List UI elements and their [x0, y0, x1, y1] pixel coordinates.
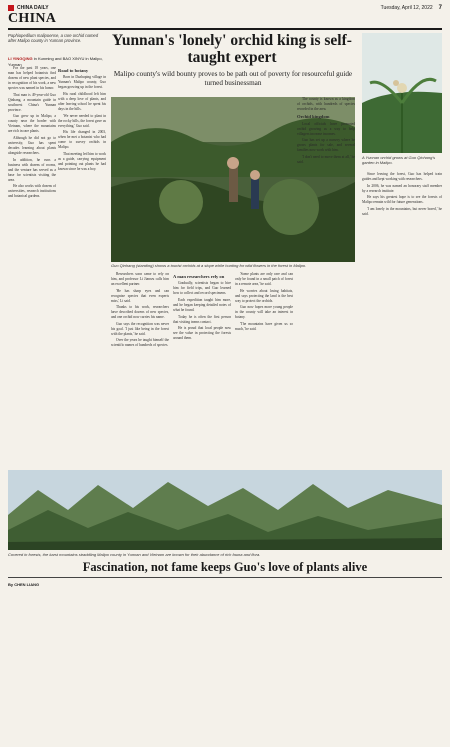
paragraph: 'The mountains have given us so much,' he said. [235, 321, 293, 331]
subhead-man-researchers: A man researchers rely on [173, 274, 225, 279]
paragraph: In 2006, he was named an honorary staff member by a research institute. [362, 183, 442, 193]
paper-name: CHINA DAILY [17, 4, 49, 11]
bottom-byline: By CHEN LIANG [8, 582, 40, 587]
paragraph: Local officials have promoted orchid growing as a way to help villagers increase incomes. [297, 121, 355, 136]
paragraph: Today he is often the first person that visiting teams contact. [173, 314, 231, 324]
article-column-4 [173, 272, 231, 467]
paragraph: Researchers soon came to rely on him, and professor Li Jianwu calls him an excellent partner. [111, 272, 169, 287]
paragraph: He also works with dozens of universities, research institutions and botanical gardens. [8, 184, 56, 199]
paragraph: He says his greatest hope is to see the forests of Malipo remain wild for future generations. [362, 195, 442, 205]
paragraph: Thanks to his work, researchers have described dozens of new species, and one orchid now carries his name. [111, 305, 169, 320]
mid-photo-caption: Guo Qinhang (standing) shows a tourist orchids at a slope while hunting for wild flowers in the forest in Malipo. [111, 263, 307, 268]
top-subhead: Malipo county's wild bounty proves to be path out of poverty for resourceful guide turned businessman [113, 70, 353, 87]
orchid-garden-photo [362, 33, 442, 153]
section-rule [8, 28, 442, 30]
article-column-5 [235, 272, 293, 467]
paragraph: Gradually, scientists began to hire him for field trips, and Guo learned how to collect and record specimens. [173, 281, 231, 296]
paragraph: 'I am lonely in the mountains, but never bored,' he said. [362, 206, 442, 216]
paragraph: The county is known as a kingdom of orchids, with hundreds of species recorded in the area. [297, 97, 355, 112]
masthead-bar [8, 3, 442, 12]
paragraph: His rural childhood left him with a deep love of plants, and after leaving school he spent his days in the hills. [58, 92, 106, 112]
article-column-2 [58, 66, 106, 466]
paragraph: Guo grew up in Malipo, a county near the border with Vietnam, where the mountains are rich in rare plants. [8, 114, 56, 134]
byline-name: LI YINGQING [8, 56, 33, 61]
section-title: CHINA [8, 11, 57, 26]
paragraph: For the past 18 years, one man has helped botanists find dozens of new plant species, and in recognition of his work, a new species was named in his honor. [8, 66, 56, 91]
paragraph: Guo has set up a nursery where he grows plants for sale, and several families now work with him. [297, 138, 355, 153]
paragraph: He is proud that local people now see the value in protecting the forests around them. [173, 326, 231, 341]
right-photo-caption: A Yunnan orchid grows at Guo Qinhang's garden in Malipo. [362, 155, 436, 166]
top-headline[interactable]: Yunnan's 'lonely' orchid king is self-taught expert [112, 32, 352, 67]
paragraph: Each expedition taught him more, and he began keeping detailed notes of what he found. [173, 298, 231, 313]
panorama-caption: Covered in forests, the karst mountains straddling Malipo county in Yunnan and Vietnam are known for their abundance of rich fauna and flora. [8, 552, 261, 557]
article-column-7 [362, 172, 442, 467]
bottom-headline[interactable]: Fascination, not fame keeps Guo's love of plants alive [82, 560, 368, 574]
paragraph: That man is 49-year-old Guo Qinhang, a mountain guide in southwest China's Yunnan province. [8, 92, 56, 112]
brand-logo-icon [8, 5, 14, 11]
paragraph: Since leaving the forest, Guo has helped train guides and kept working with researchers. [362, 172, 442, 182]
karst-mountains-photo [8, 470, 442, 550]
paragraph: Born in Dazhuping village in Yunnan's Malipo county, Guo began growing up in the forest. [58, 75, 106, 90]
paragraph: That meeting led him to work as a guide, carrying equipment and pointing out plants he had known since he was a boy. [58, 151, 106, 171]
paragraph: 'I don't need to move them at all,' he said. [297, 154, 355, 164]
paragraph: 'Some plants are only rare and can only be found in a small patch of forest in a remote area,' he said. [235, 272, 293, 287]
paragraph: He worries about losing habitats, and says protecting the land is the best way to protect the orchids. [235, 288, 293, 303]
paragraph: In addition, he runs a business with dozens of rooms, and the venture has served as a base for scientists visiting the area. [8, 157, 56, 182]
byline-detail: in Kunming and BAO XINYU in Malipo, Yunnan [8, 56, 103, 67]
masthead-right [381, 5, 442, 11]
issue-date: Tuesday, April 12, 2022 [380, 4, 433, 11]
subhead-road-to-botany: Road to botany [58, 68, 89, 73]
subhead-orchid-kingdom: Orchid kingdom [297, 114, 330, 120]
paragraph: Guo now hopes more young people in the county will take an interest in botany. [235, 305, 293, 320]
paragraph: Although he did not go to university, Guo has spent decades learning about plants alongside researchers. [8, 135, 56, 155]
side-caption: Paphiopedilum malipoense, a rare orchid named after Malipo county in Yunnan province. [8, 33, 99, 44]
article-column-6 [297, 97, 355, 467]
paragraph: 'He has sharp eyes and can recognize species that even experts miss,' Li said. [111, 288, 169, 303]
masthead-brand [8, 5, 49, 11]
paragraph: Guo says the recognition was never his goal. 'I just like being in the forest with the plants,' he said. [111, 321, 169, 336]
bottom-rule [8, 577, 442, 578]
orchid-photo-illustration [362, 33, 442, 153]
paragraph: Over the years he taught himself the scientific names of hundreds of species. [111, 338, 169, 348]
panorama-illustration [8, 470, 442, 550]
article-column-1 [8, 66, 56, 466]
paragraph: His life changed in 2003, when he met a botanist who had come to survey orchids in Malipo. [58, 130, 106, 150]
page-number: 7 [438, 4, 442, 11]
article-column-3 [111, 272, 169, 467]
paragraph: 'We never needed to plant in the rocky hills, the forest gave us everything,' Guo said. [58, 113, 106, 128]
